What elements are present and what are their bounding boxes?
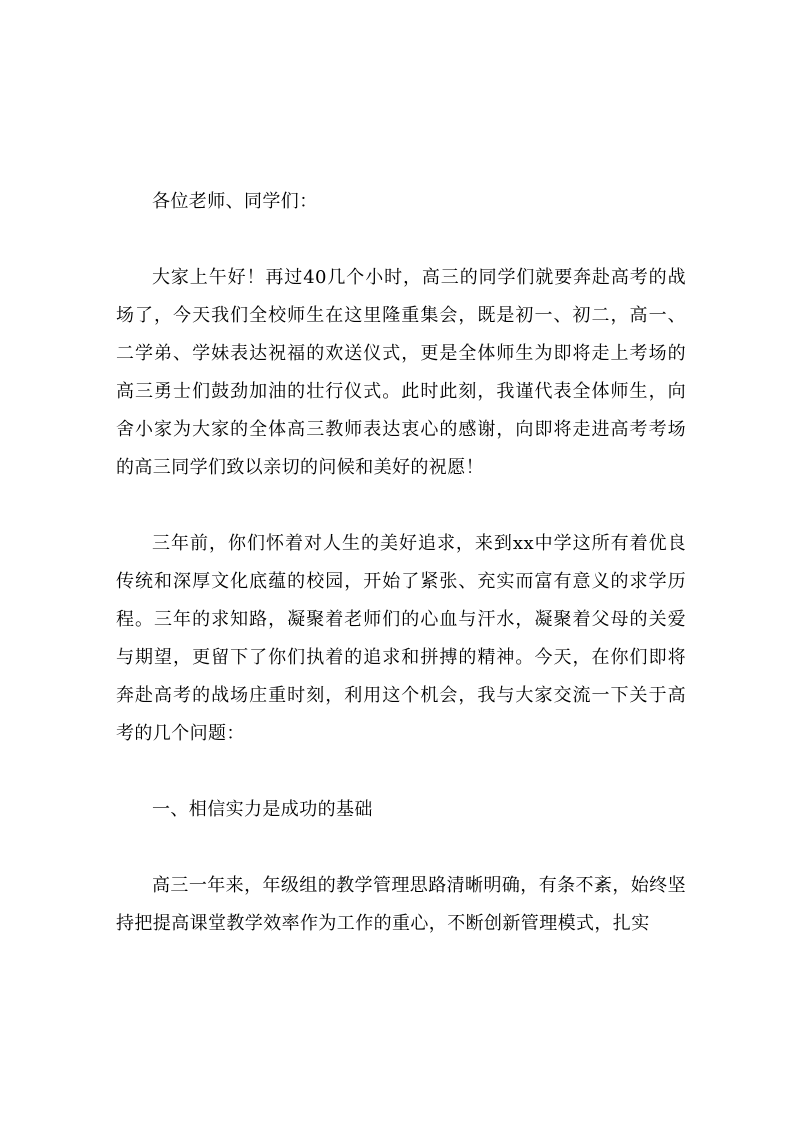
document-body (116, 183, 686, 943)
greeting-paragraph: 大家上午好！再过40几个小时，高三的同学们就要奔赴高考的战场了，今天我们全校师生在这里隆重集会，既是初一、初二，高一、二学弟、学妹表达祝福的欢送仪式，更是全体师生为即将走上考场的高三勇士们鼓劲加油的壮行仪式。此时此刻，我谨代表全体师生，向舍小家为大家的全体高三教师表达衷心的感谢，向即将走进高考考场的高三同学们致以亲切的问候和美好的祝愿！ (116, 267, 686, 478)
paragraph-gap (116, 221, 686, 259)
section-1-paragraph: 高三一年来，年级组的教学管理思路清晰明确，有条不紊，始终坚持把提高课堂教学效率作为工作的重心，不断创新管理模式，扎实 (116, 875, 686, 934)
paragraph-gap (116, 487, 686, 525)
section-heading-1: 一、相信实力是成功的基础 (152, 799, 373, 820)
salutation-paragraph: 各位老师、同学们： (152, 191, 318, 212)
paragraph-gap (116, 829, 686, 867)
history-paragraph: 三年前，你们怀着对人生的美好追求，来到xx中学这所有着优良传统和深厚文化底蕴的校园，开始了紧张、充实而富有意义的求学历程。三年的求知路，凝聚着老师们的心血与汗水，凝聚着父母的关爱与期望，更留下了你们执着的追求和拼搏的精神。今天，在你们即将奔赴高考的战场庄重时刻，利用这个机会，我与大家交流一下关于高考的几个问题： (116, 533, 686, 744)
paragraph-gap (116, 753, 686, 791)
